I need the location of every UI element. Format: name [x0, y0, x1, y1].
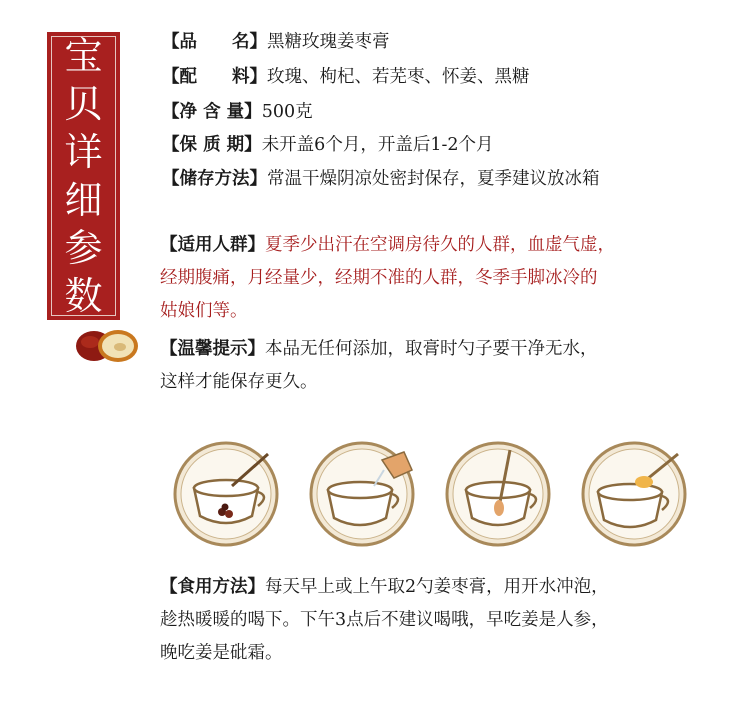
param-label: 【保 质 期】: [162, 135, 262, 155]
param-label: 【配 料】: [162, 67, 267, 87]
banner-char: 详: [64, 130, 103, 174]
step-2-pour-water-icon: [308, 440, 416, 548]
usage-section: [160, 571, 720, 670]
banner-char: 贝: [64, 82, 103, 126]
step-3-stir-icon: [444, 440, 552, 548]
tip-line: 这样才能保存更久。: [160, 372, 318, 392]
step-1-add-paste-icon: [172, 440, 280, 548]
usage-label: 【食用方法】: [160, 577, 265, 597]
suitable-section: [160, 229, 720, 328]
tip-line: 本品无任何添加，取膏时勺子要干净无水，: [265, 339, 598, 359]
suitable-line: 经期腹痛，月经量少，经期不准的人群，冬季手脚冰冷的: [160, 268, 598, 288]
param-value: 黑糖玫瑰姜枣膏: [267, 32, 390, 52]
banner-char: 宝: [64, 34, 103, 78]
param-row-name: [162, 30, 390, 54]
param-value: 玫瑰、枸杞、若芜枣、怀姜、黑糖: [267, 67, 530, 87]
param-label: 【净 含 量】: [162, 102, 262, 122]
usage-line: 每天早上或上午取2勺姜枣膏，用开水冲泡，: [265, 577, 609, 597]
step-4-drink-icon: [580, 440, 688, 548]
param-row-shelf-life: [162, 133, 494, 157]
param-row-net-weight: [162, 100, 313, 124]
param-row-storage: [162, 167, 600, 191]
param-row-ingredients: [162, 65, 530, 89]
param-value: 常温干燥阴凉处密封保存，夏季建议放冰箱: [267, 169, 600, 189]
banner-char: 参: [64, 226, 103, 270]
banner-frame: [51, 36, 116, 316]
param-value: 500克: [261, 102, 313, 122]
suitable-line: 姑娘们等。: [160, 301, 248, 321]
banner-char: 细: [64, 178, 103, 222]
tip-section: [160, 333, 720, 399]
suitable-label: 【适用人群】: [160, 235, 265, 255]
param-label: 【品 名】: [162, 32, 267, 52]
title-banner: [47, 32, 120, 320]
param-value: 未开盖6个月，开盖后1-2个月: [261, 135, 494, 155]
jujube-dates-image: [72, 318, 142, 366]
usage-line: 晚吃姜是砒霜。: [160, 643, 283, 663]
usage-steps: [172, 440, 702, 550]
param-label: 【储存方法】: [162, 169, 267, 189]
suitable-line: 夏季少出汗在空调房待久的人群，血虚气虚，: [265, 235, 615, 255]
tip-label: 【温馨提示】: [160, 339, 265, 359]
banner-char: 数: [64, 274, 103, 318]
usage-line: 趁热暖暖的喝下。下午3点后不建议喝哦，早吃姜是人参，: [160, 610, 609, 630]
